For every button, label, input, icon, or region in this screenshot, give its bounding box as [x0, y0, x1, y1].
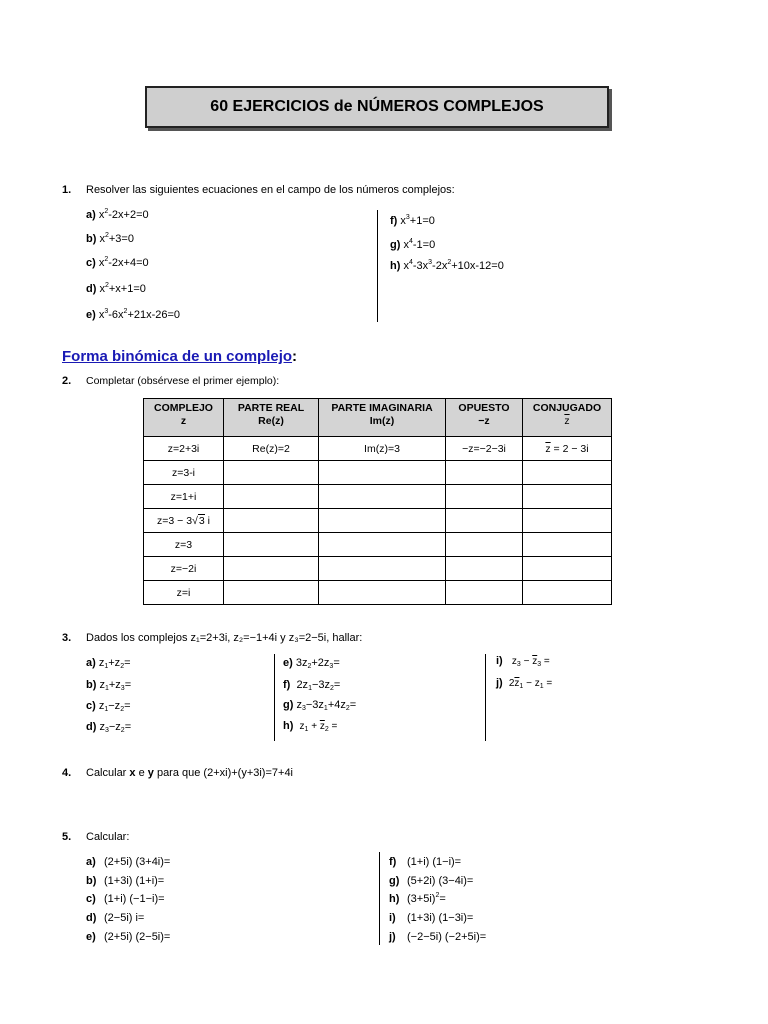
cell-imag: Im(z)=3: [319, 437, 446, 461]
ex5-item-label: e): [86, 931, 96, 943]
cell-imag: [319, 557, 446, 581]
cell-imag: [319, 533, 446, 557]
ex3-item-label: a): [86, 657, 96, 669]
cell-imag: [319, 461, 446, 485]
ex5-item-label: c): [86, 893, 96, 905]
cell-complejo: z=i: [144, 581, 224, 605]
page-title: 60 EJERCICIOS de NÚMEROS COMPLEJOS: [145, 86, 609, 128]
ex5-item-f: f) (1+i) (1−i)=: [389, 856, 462, 868]
ex3-item-h: h) $z_1 + \overline{z}_2$ =: [283, 720, 338, 733]
cell-complejo: z=3 − 3√3 i: [144, 509, 224, 533]
cell-opuesto: [446, 533, 523, 557]
ex3-item-j: j) $2\overline{z}_1 - z_1$ =: [496, 677, 553, 690]
ex5-item-h: h) $(3+5i)^2=$: [389, 892, 446, 905]
ex3-item-b: b) $z_1+z_3=$: [86, 679, 132, 692]
ex1-item-label: b): [86, 233, 97, 245]
ex5-item-b: b) (1+3i) (1+i)=: [86, 875, 165, 887]
cell-opuesto: −z=−2−3i: [446, 437, 523, 461]
table-row: [144, 581, 612, 605]
cell-real: [224, 461, 319, 485]
header-conjugado: CONJUGADO $\overline{z}$: [523, 399, 612, 437]
cell-imag: [319, 509, 446, 533]
ex3-item-label: b): [86, 679, 97, 691]
ex3-item-c: c) $z_1-z_2=$: [86, 700, 131, 713]
ex3-item-label: h): [283, 720, 294, 732]
exercise-1-prompt: Resolver las siguientes ecuaciones en el campo de los números complejos:: [86, 184, 455, 196]
table-row: [144, 533, 612, 557]
exercise-3-number: 3.: [62, 632, 72, 644]
table-row: [144, 461, 612, 485]
ex5-item-label: f): [389, 856, 397, 868]
ex3-item-label: g): [283, 699, 294, 711]
cell-complejo: z=2+3i: [144, 437, 224, 461]
cell-imag: [319, 485, 446, 509]
cell-complejo: z=−2i: [144, 557, 224, 581]
cell-real: [224, 485, 319, 509]
table-row: [144, 485, 612, 509]
ex1-item-c: c) $x^2-2x+4=0$: [86, 256, 149, 269]
ex5-item-label: b): [86, 875, 97, 887]
ex3-item-e: e) $3z_2+2z_3=$: [283, 657, 340, 670]
cell-real: [224, 509, 319, 533]
ex1-item-g: g) $x^4-1=0$: [390, 238, 436, 251]
column-divider: [379, 852, 380, 945]
ex5-item-i: i) (1+3i) (1−3i)=: [389, 912, 474, 924]
exercise-2-prompt: Completar (obsérvese el primer ejemplo):: [86, 375, 280, 387]
ex1-item-label: e): [86, 309, 96, 321]
ex3-item-d: d) $z_3-z_2=$: [86, 721, 132, 734]
ex1-item-e: e) $x^3-6x^2+21x-26=0$: [86, 308, 181, 321]
ex3-item-g: g) $z_3-3z_1+4z_2=$: [283, 699, 357, 712]
exercise-3-prompt: Dados los complejos z₁=2+3i, z₂=−1+4i y z₃=2−5i, hallar:: [86, 632, 363, 644]
ex3-item-label: d): [86, 721, 97, 733]
cell-opuesto: [446, 485, 523, 509]
table-header-row: [144, 399, 612, 437]
ex1-item-label: f): [390, 215, 398, 227]
exercise-5-number: 5.: [62, 831, 72, 843]
ex5-item-label: h): [389, 893, 400, 905]
table-row: [144, 437, 612, 461]
ex1-item-a: a) $x^2-2x+2=0$: [86, 208, 149, 221]
ex5-item-j: j) (−2−5i) (−2+5i)=: [389, 931, 487, 943]
ex1-item-f: f) $x^3+1=0$: [390, 214, 435, 227]
cell-complejo: z=1+i: [144, 485, 224, 509]
ex1-item-label: c): [86, 257, 96, 269]
ex1-item-label: h): [390, 260, 401, 272]
ex1-item-h: h) $x^4-3x^3-2x^2+10x-12=0$: [390, 259, 504, 272]
section-title: [62, 348, 297, 365]
ex1-item-d: d) $x^2+x+1=0$: [86, 282, 146, 295]
ex3-item-f: f) $2z_1-3z_2=$: [283, 679, 341, 692]
cell-opuesto: [446, 581, 523, 605]
table-row: [144, 557, 612, 581]
ex3-item-label: f): [283, 679, 291, 691]
ex5-item-g: g) (5+2i) (3−4i)=: [389, 875, 474, 887]
cell-conjugado: [523, 485, 612, 509]
cell-conjugado: [523, 461, 612, 485]
ex3-item-label: i): [496, 655, 503, 667]
exercise-2-number: 2.: [62, 375, 72, 387]
cell-conjugado: [523, 557, 612, 581]
ex1-item-label: a): [86, 209, 96, 221]
cell-real: [224, 557, 319, 581]
ex5-item-label: j): [389, 931, 396, 943]
column-divider: [485, 654, 486, 741]
header-complejo: COMPLEJO z: [144, 399, 224, 437]
column-divider: [377, 210, 378, 322]
ex3-item-a: a) $z_1+z_2=$: [86, 657, 131, 670]
exercise-5-prompt: Calcular:: [86, 831, 130, 843]
header-parte-real: PARTE REAL Re(z): [224, 399, 319, 437]
ex1-item-b: b) $x^2+3=0$: [86, 232, 134, 245]
cell-imag: [319, 581, 446, 605]
ex3-item-label: j): [496, 677, 503, 689]
cell-conjugado: [523, 509, 612, 533]
table-row: [144, 509, 612, 533]
section-title-text: Forma binómica de un complejo: [62, 348, 293, 365]
cell-real: [224, 581, 319, 605]
cell-complejo: z=3-i: [144, 461, 224, 485]
ex3-item-i: i) $z_3 - \overline{z}_3$ =: [496, 655, 550, 668]
ex3-item-label: c): [86, 700, 96, 712]
cell-conjugado: $\overline{z} = 2 - 3i$: [523, 437, 612, 461]
cell-conjugado: [523, 533, 612, 557]
ex5-item-label: a): [86, 856, 96, 868]
cell-real: Re(z)=2: [224, 437, 319, 461]
cell-opuesto: [446, 461, 523, 485]
header-opuesto: OPUESTO −z: [446, 399, 523, 437]
cell-real: [224, 533, 319, 557]
ex1-item-label: d): [86, 283, 97, 295]
ex5-item-c: c) (1+i) (−1−i)=: [86, 893, 165, 905]
ex5-item-label: g): [389, 875, 400, 887]
cell-conjugado: [523, 581, 612, 605]
exercise-4-prompt: Calcular x e y para que (2+xi)+(y+3i)=7+4i: [86, 767, 294, 779]
ex3-item-label: e): [283, 657, 293, 669]
column-divider: [274, 654, 275, 741]
ex5-item-d: d) (2−5i) i=: [86, 912, 145, 924]
section-title-colon: :: [292, 348, 298, 365]
complex-table: [143, 398, 612, 605]
ex5-item-e: e) (2+5i) (2−5i)=: [86, 931, 171, 943]
ex1-item-label: g): [390, 239, 401, 251]
ex5-item-label: d): [86, 912, 97, 924]
cell-opuesto: [446, 509, 523, 533]
ex5-item-a: a) (2+5i) (3+4i)=: [86, 856, 171, 868]
cell-opuesto: [446, 557, 523, 581]
header-parte-imaginaria: PARTE IMAGINARIA Im(z): [319, 399, 446, 437]
cell-complejo: z=3: [144, 533, 224, 557]
exercise-1-number: 1.: [62, 184, 72, 196]
exercise-4-number: 4.: [62, 767, 72, 779]
ex5-item-label: i): [389, 912, 396, 924]
